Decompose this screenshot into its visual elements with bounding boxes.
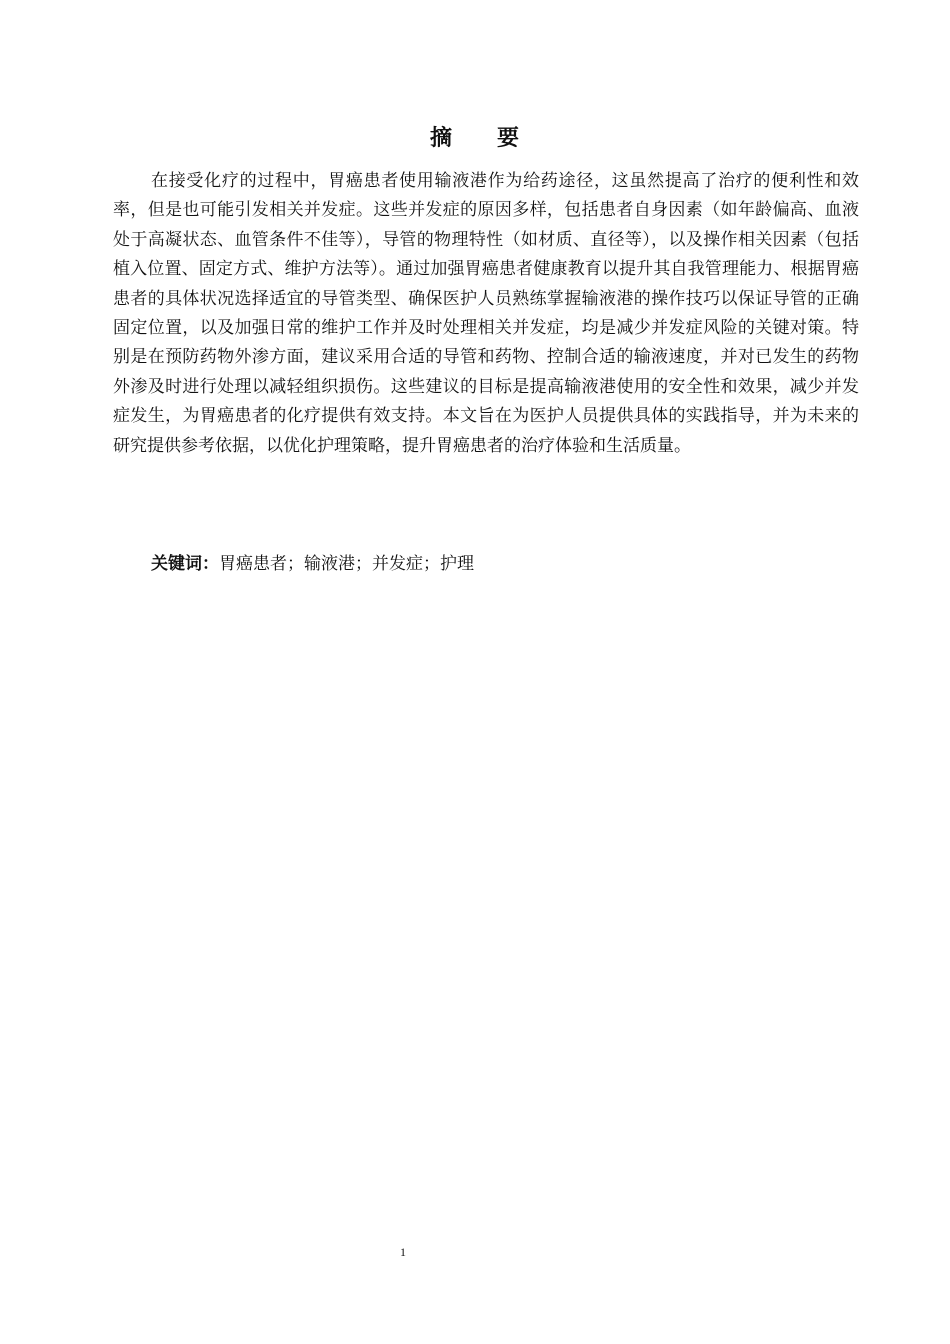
page-number: 1 [400, 1245, 406, 1259]
abstract-title [0, 124, 950, 154]
abstract-title-right: 要 [497, 126, 521, 151]
keywords-label: 关键词： [151, 554, 219, 574]
keywords-line [151, 550, 851, 578]
abstract-title-left: 摘 [429, 126, 453, 151]
abstract-body: 在接受化疗的过程中，胃癌患者使用输液港作为给药途径，这虽然提高了治疗的便利性和效率，但是也可能引发相关并发症。这些并发症的原因多样，包括患者自身因素（如年龄偏高、血液处于高凝状态、血管条件不佳等），导管的物理特性（如材质、直径等），以及操作相关因素（包括植入位置、固定方式、维护方法等）。通过加强胃癌患者健康教育以提升其自我管理能力、根据胃癌患者的具体状况选择适宜的导管类型、确保医护人员熟练掌握输液港的操作技巧以保证导管的正确固定位置，以及加强日常的维护工作并及时处理相关并发症，均是减少并发症风险的关键对策。特别是在预防药物外渗方面，建议采用合适的导管和药物、控制合适的输液速度，并对已发生的药物外渗及时进行处理以减轻组织损伤。这些建议的目标是提高输液港使用的安全性和效果，减少并发症发生，为胃癌患者的化疗提供有效支持。本文旨在为医护人员提供具体的实践指导，并为未来的研究提供参考依据，以优化护理策略，提升胃癌患者的治疗体验和生活质量。 [113, 171, 859, 456]
keywords-value: 胃癌患者；输液港；并发症；护理 [219, 554, 474, 574]
